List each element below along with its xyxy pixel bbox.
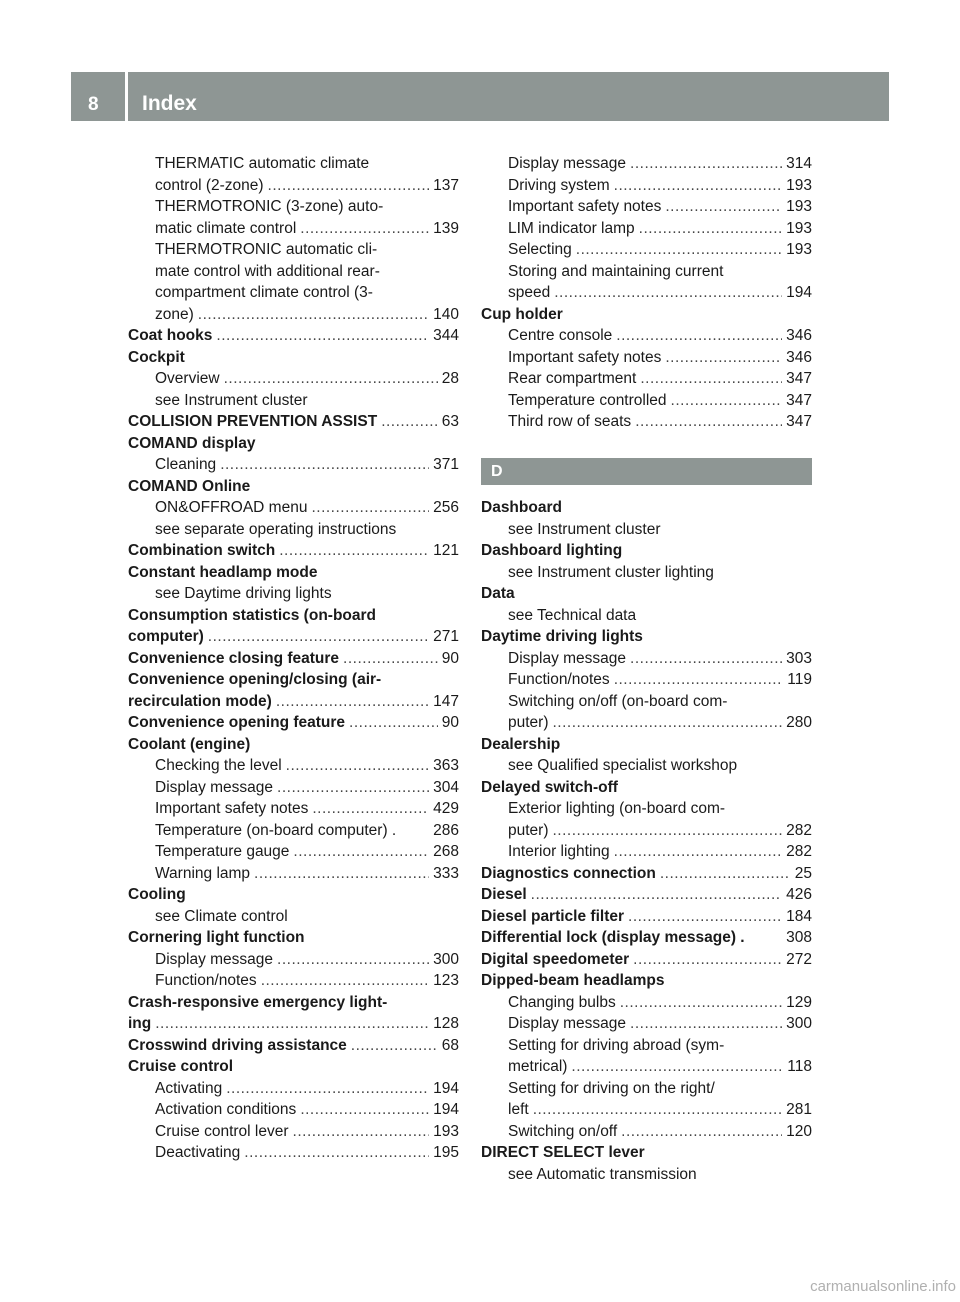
index-entry-page: 347: [786, 391, 812, 409]
index-entry-text: Warning lamp: [155, 864, 251, 882]
index-entry-text: Display message: [508, 1015, 627, 1032]
dot-leader: [620, 992, 782, 1014]
index-entry-page: 139: [433, 219, 459, 237]
index-entry: [481, 712, 812, 734]
index-entry-page: 347: [786, 370, 812, 387]
page-header: [71, 72, 889, 121]
index-entry-page: 429: [433, 800, 459, 817]
dot-leader: [254, 863, 429, 885]
dot-leader: [571, 1056, 783, 1078]
index-entry-text: computer): [128, 628, 204, 645]
index-entry-page: 286: [433, 821, 459, 839]
index-entry: [481, 863, 812, 885]
dot-leader: [614, 669, 784, 691]
index-entry: [481, 626, 812, 648]
index-entry-page: 194: [433, 1101, 459, 1118]
dot-leader: [671, 390, 783, 412]
index-entry-text: see Instrument cluster: [508, 520, 661, 538]
index-entry-page: 193: [786, 219, 812, 237]
index-entry-text: Coolant (engine): [128, 735, 251, 753]
index-entry: [128, 992, 459, 1014]
index-entry-page: 256: [433, 499, 459, 516]
index-entry: [128, 390, 459, 412]
index-entry: [128, 325, 459, 347]
index-entry: [128, 648, 459, 670]
dot-leader: [293, 841, 429, 863]
index-column-right-top: [481, 153, 812, 433]
index-entry: [128, 347, 459, 369]
index-entry: [128, 798, 459, 820]
dot-leader: [277, 949, 429, 971]
index-entry-text: Function/notes: [508, 671, 610, 688]
index-entry-text: Constant headlamp mode: [128, 563, 318, 581]
index-entry-text: control (2-zone): [155, 176, 264, 194]
dot-leader: [155, 1013, 429, 1035]
index-entry-text: see Climate control: [155, 907, 288, 925]
index-entry: [128, 218, 459, 240]
index-entry: [481, 798, 812, 820]
index-entry-text: Rear compartment: [508, 370, 637, 387]
index-entry: [481, 239, 812, 261]
index-entry: [481, 669, 812, 691]
index-entry-text: Display message: [155, 950, 274, 968]
index-entry-text: Daytime driving lights: [481, 628, 643, 645]
index-entry-text: speed: [508, 284, 551, 301]
index-entry-page: 118: [787, 1058, 812, 1075]
dot-leader: [198, 304, 429, 326]
index-entry-text: Important safety notes: [508, 348, 662, 366]
index-entry-text: Display message: [508, 649, 627, 667]
index-entry: [481, 411, 812, 433]
index-entry-text: Diesel particle filter: [481, 907, 625, 925]
index-entry-text: puter): [508, 714, 549, 731]
dot-leader: [533, 1099, 782, 1121]
index-entry-text: LIM indicator lamp: [508, 219, 635, 237]
index-entry-page: 282: [786, 821, 812, 839]
index-entry: [481, 949, 812, 971]
index-entry-page: 129: [786, 993, 812, 1011]
index-entry-text: ing: [128, 1015, 152, 1032]
index-entry: [481, 927, 812, 949]
index-entry: [128, 304, 459, 326]
index-entry-text: THERMOTRONIC automatic cli-: [155, 241, 378, 258]
index-entry-page: 304: [433, 778, 459, 796]
dot-leader: [268, 175, 430, 197]
dot-leader: [630, 1013, 782, 1035]
index-entry: [481, 734, 812, 756]
index-entry-text: Switching on/off: [508, 1122, 618, 1140]
index-entry-text: Changing bulbs: [508, 993, 616, 1011]
index-entry: [481, 906, 812, 928]
index-column-right: [481, 153, 812, 1185]
index-entry: [481, 1056, 812, 1078]
index-entry: [481, 540, 812, 562]
watermark: carmanualsonline.info: [810, 1278, 956, 1295]
dot-leader: [311, 497, 429, 519]
index-entry-page: 68: [441, 1036, 459, 1054]
index-entry-page: 128: [433, 1015, 459, 1032]
index-entry: [128, 1142, 459, 1164]
dot-leader: [244, 1142, 429, 1164]
index-entry-text: puter): [508, 821, 549, 839]
index-entry: [481, 1164, 812, 1186]
index-entry: [481, 884, 812, 906]
index-entry: [128, 196, 459, 218]
index-entry-page: 119: [787, 671, 812, 688]
index-entry: [481, 304, 812, 326]
index-entry-page: 147: [433, 692, 459, 710]
index-entry-page: 344: [433, 327, 459, 344]
index-entry-text: compartment climate control (3-: [155, 284, 373, 301]
index-entry-page: 308: [786, 929, 812, 946]
index-entry-text: Important safety notes: [155, 800, 309, 817]
dot-leader: [630, 648, 782, 670]
index-entry-text: Dashboard lighting: [481, 542, 623, 559]
index-entry-page: 300: [786, 1015, 812, 1032]
index-entry-page: 25: [794, 864, 812, 882]
dot-leader: [553, 820, 783, 842]
index-entry-text: Function/notes: [155, 972, 257, 989]
dot-leader: [276, 691, 429, 713]
index-entry-text: Storing and maintaining current: [508, 262, 724, 280]
index-entry: [128, 605, 459, 627]
index-entry-page: 280: [786, 714, 812, 731]
index-entry-page: 282: [786, 843, 812, 860]
index-entry: [481, 691, 812, 713]
index-entry: [128, 562, 459, 584]
index-entry-text: Interior lighting: [508, 843, 610, 860]
index-entry: [481, 1035, 812, 1057]
index-entry: [481, 820, 812, 842]
index-entry: [481, 497, 812, 519]
index-entry-text: Temperature controlled: [508, 391, 667, 409]
index-entry: [128, 863, 459, 885]
index-entry-text: Digital speedometer: [481, 950, 630, 968]
index-entry: [128, 1078, 459, 1100]
index-entry: [128, 175, 459, 197]
dot-leader: [300, 218, 429, 240]
index-entry: [128, 1035, 459, 1057]
index-entry: [481, 390, 812, 412]
index-entry-page: 272: [786, 950, 812, 968]
dot-leader: [381, 411, 438, 433]
page-title: Index: [142, 92, 197, 115]
dot-leader: [639, 218, 782, 240]
index-entry-text: Coat hooks: [128, 327, 213, 344]
index-entry-page: 193: [786, 176, 812, 194]
index-entry-text: see Daytime driving lights: [155, 585, 332, 602]
index-entry: [128, 970, 459, 992]
index-entry-text: Delayed switch-off: [481, 778, 618, 796]
index-entry: [481, 583, 812, 605]
index-entry-text: Cup holder: [481, 305, 563, 323]
dot-leader: [226, 1078, 429, 1100]
index-entry-text: Crash-responsive emergency light-: [128, 993, 388, 1011]
index-entry-text: Setting for driving abroad (sym-: [508, 1036, 725, 1054]
index-entry: [128, 433, 459, 455]
index-entry-text: Dealership: [481, 735, 561, 753]
index-entry: [128, 734, 459, 756]
index-entry-page: 363: [433, 757, 459, 774]
index-entry-text: Cleaning: [155, 456, 217, 473]
index-entry-text: Dashboard: [481, 499, 562, 516]
index-entry-text: Convenience opening/closing (air-: [128, 671, 382, 688]
index-entry-text: Data: [481, 585, 515, 602]
index-entry: [128, 583, 459, 605]
index-entry: [128, 153, 459, 175]
dot-leader: [640, 368, 782, 390]
dot-leader: [279, 540, 429, 562]
index-entry-page: 426: [786, 886, 812, 903]
dot-leader: [635, 411, 782, 433]
index-entry-text: Combination switch: [128, 542, 276, 559]
index-entry-text: Convenience closing feature: [128, 649, 340, 667]
index-entry-text: Display message: [508, 155, 627, 172]
index-entry-text: Cornering light function: [128, 929, 305, 946]
index-entry-page: 137: [433, 176, 459, 194]
index-entry: [128, 691, 459, 713]
index-entry-text: Deactivating: [155, 1144, 241, 1161]
index-entry: [481, 1078, 812, 1100]
index-entry-page: 120: [786, 1122, 812, 1140]
index-entry-page: 194: [433, 1079, 459, 1097]
index-entry: [128, 906, 459, 928]
index-entry-text: Temperature (on-board computer) .: [155, 821, 397, 839]
index-entry: [481, 325, 812, 347]
index-entry-page: 346: [786, 348, 812, 366]
page-number: 8: [88, 94, 99, 115]
dot-leader: [660, 863, 791, 885]
dot-leader: [286, 755, 429, 777]
dot-leader: [351, 1035, 438, 1057]
index-entry: [128, 239, 459, 261]
index-entry: [481, 605, 812, 627]
index-entry: [481, 562, 812, 584]
index-entry: [128, 454, 459, 476]
dot-leader: [553, 712, 783, 734]
index-entry: [128, 669, 459, 691]
index-entry-text: Third row of seats: [508, 413, 632, 430]
index-entry-text: Convenience opening feature: [128, 714, 346, 731]
dot-leader: [665, 196, 782, 218]
dot-leader: [220, 454, 429, 476]
index-entry: [128, 949, 459, 971]
index-entry: [128, 1099, 459, 1121]
index-entry: [481, 648, 812, 670]
index-entry: [481, 368, 812, 390]
index-entry: [128, 519, 459, 541]
index-entry-page: 123: [433, 972, 459, 989]
index-entry-text: recirculation mode): [128, 692, 272, 710]
index-entry: [481, 218, 812, 240]
index-entry-text: see Automatic transmission: [508, 1165, 697, 1183]
index-entry: [481, 1142, 812, 1164]
index-entry-text: left: [508, 1101, 529, 1118]
header-divider: [125, 72, 128, 121]
dot-leader: [293, 1121, 430, 1143]
dot-leader: [216, 325, 429, 347]
index-entry: [128, 368, 459, 390]
index-entry-page: 195: [433, 1144, 459, 1161]
section-spacer: [481, 433, 812, 455]
index-entry: [481, 841, 812, 863]
index-entry-page: 63: [441, 413, 459, 430]
index-entry-page: 303: [786, 649, 812, 667]
index-entry-text: ON&OFFROAD menu: [155, 499, 308, 516]
index-entry-text: see separate operating instructions: [155, 520, 397, 538]
index-entry: [128, 411, 459, 433]
index-entry-text: Activating: [155, 1079, 223, 1097]
index-entry: [481, 1013, 812, 1035]
dot-leader: [554, 282, 782, 304]
dot-leader: [628, 906, 782, 928]
index-entry-page: 271: [433, 628, 459, 645]
index-entry-text: Cruise control: [128, 1058, 234, 1075]
index-entry-page: 90: [441, 714, 459, 731]
index-entry-page: 28: [441, 370, 459, 387]
index-entry-page: 90: [441, 649, 459, 667]
dot-leader: [614, 841, 782, 863]
dot-leader: [208, 626, 429, 648]
index-entry: [128, 927, 459, 949]
index-entry-text: COLLISION PREVENTION ASSIST: [128, 413, 378, 430]
index-column-right-bottom: [481, 497, 812, 1185]
index-entry-text: zone): [155, 305, 194, 323]
index-entry-text: Dipped-beam headlamps: [481, 972, 665, 989]
index-entry: [128, 1056, 459, 1078]
index-entry-text: Display message: [155, 778, 274, 796]
index-entry-text: Cruise control lever: [155, 1122, 289, 1140]
section-letter-d: D: [481, 458, 812, 485]
dot-leader: [277, 777, 429, 799]
index-entry: [481, 153, 812, 175]
index-entry: [128, 755, 459, 777]
index-entry-page: 314: [786, 155, 812, 172]
index-entry-text: Important safety notes: [508, 198, 662, 215]
index-entry: [128, 282, 459, 304]
index-entry-page: 300: [433, 950, 459, 968]
index-entry: [481, 1121, 812, 1143]
index-entry: [128, 841, 459, 863]
index-entry-page: 193: [433, 1122, 459, 1140]
index-entry-text: metrical): [508, 1058, 568, 1075]
index-entry-text: see Technical data: [508, 606, 637, 624]
dot-leader: [665, 347, 782, 369]
dot-leader: [343, 648, 438, 670]
index-entry: [128, 261, 459, 283]
index-entry-page: 140: [433, 305, 459, 323]
index-entry-text: matic climate control: [155, 219, 297, 237]
index-entry-text: Checking the level: [155, 757, 282, 774]
index-entry-page: 184: [786, 907, 812, 925]
index-entry: [128, 626, 459, 648]
index-entry-text: Differential lock (display message) .: [481, 929, 745, 946]
index-entry: [128, 777, 459, 799]
index-entry-text: COMAND Online: [128, 477, 251, 495]
index-entry-text: Activation conditions: [155, 1101, 297, 1118]
index-entry-text: see Qualified specialist workshop: [508, 757, 738, 774]
index-entry: [481, 1099, 812, 1121]
index-entry: [128, 476, 459, 498]
dot-leader: [312, 798, 429, 820]
dot-leader: [621, 1121, 782, 1143]
index-entry-text: Diagnostics connection: [481, 864, 656, 882]
index-entry-text: see Instrument cluster: [155, 391, 308, 409]
index-entry-page: 268: [433, 843, 459, 860]
index-entry-page: 121: [433, 542, 459, 559]
index-entry-page: 193: [786, 241, 812, 258]
index-entry-text: Crosswind driving assistance: [128, 1036, 347, 1054]
index-entry: [128, 884, 459, 906]
index-entry: [481, 282, 812, 304]
dot-leader: [576, 239, 782, 261]
dot-leader: [531, 884, 782, 906]
index-entry: [481, 992, 812, 1014]
index-entry: [128, 497, 459, 519]
dot-leader: [224, 368, 438, 390]
index-entry: [481, 175, 812, 197]
index-entry-text: Consumption statistics (on-board: [128, 606, 376, 624]
index-entry: [481, 347, 812, 369]
index-entry-page: 333: [433, 864, 459, 882]
index-entry: [481, 970, 812, 992]
index-entry: [481, 755, 812, 777]
index-entry-text: Cockpit: [128, 348, 185, 366]
dot-leader: [349, 712, 438, 734]
index-entry: [481, 519, 812, 541]
index-entry: [481, 261, 812, 283]
index-entry-text: Centre console: [508, 327, 613, 344]
index-entry: [128, 540, 459, 562]
dot-leader: [630, 153, 782, 175]
index-entry-text: Overview: [155, 370, 220, 387]
index-entry-text: Setting for driving on the right/: [508, 1079, 715, 1097]
index-entry-text: Driving system: [508, 176, 610, 194]
dot-leader: [616, 325, 782, 347]
index-entry-text: mate control with additional rear-: [155, 262, 380, 280]
index-entry-text: see Instrument cluster lighting: [508, 563, 714, 581]
index-entry-page: 281: [786, 1101, 812, 1118]
index-entry: [128, 1121, 459, 1143]
dot-leader: [261, 970, 429, 992]
index-entry: [128, 1013, 459, 1035]
index-entry-text: Exterior lighting (on-board com-: [508, 800, 726, 817]
dot-leader: [614, 175, 782, 197]
index-entry: [128, 712, 459, 734]
index-entry-page: 347: [786, 413, 812, 430]
index-entry-page: 371: [433, 456, 459, 473]
index-entry-text: DIRECT SELECT lever: [481, 1144, 645, 1161]
index-entry-page: 346: [786, 327, 812, 344]
index-column-left: [128, 153, 459, 1164]
index-entry: [128, 820, 459, 842]
index-entry-text: COMAND display: [128, 434, 256, 452]
index-entry-text: Temperature gauge: [155, 843, 290, 860]
dot-leader: [300, 1099, 429, 1121]
dot-leader: [633, 949, 782, 971]
index-entry-text: Cooling: [128, 886, 186, 903]
index-entry-page: 193: [786, 198, 812, 215]
index-entry-text: THERMATIC automatic climate: [155, 155, 370, 172]
index-entry: [481, 196, 812, 218]
index-entry-text: Diesel: [481, 886, 527, 903]
index-entry-page: 194: [786, 284, 812, 301]
index-entry-text: THERMOTRONIC (3-zone) auto-: [155, 198, 384, 215]
index-entry-text: Selecting: [508, 241, 572, 258]
index-entry: [481, 777, 812, 799]
index-entry-text: Switching on/off (on-board com-: [508, 692, 728, 710]
